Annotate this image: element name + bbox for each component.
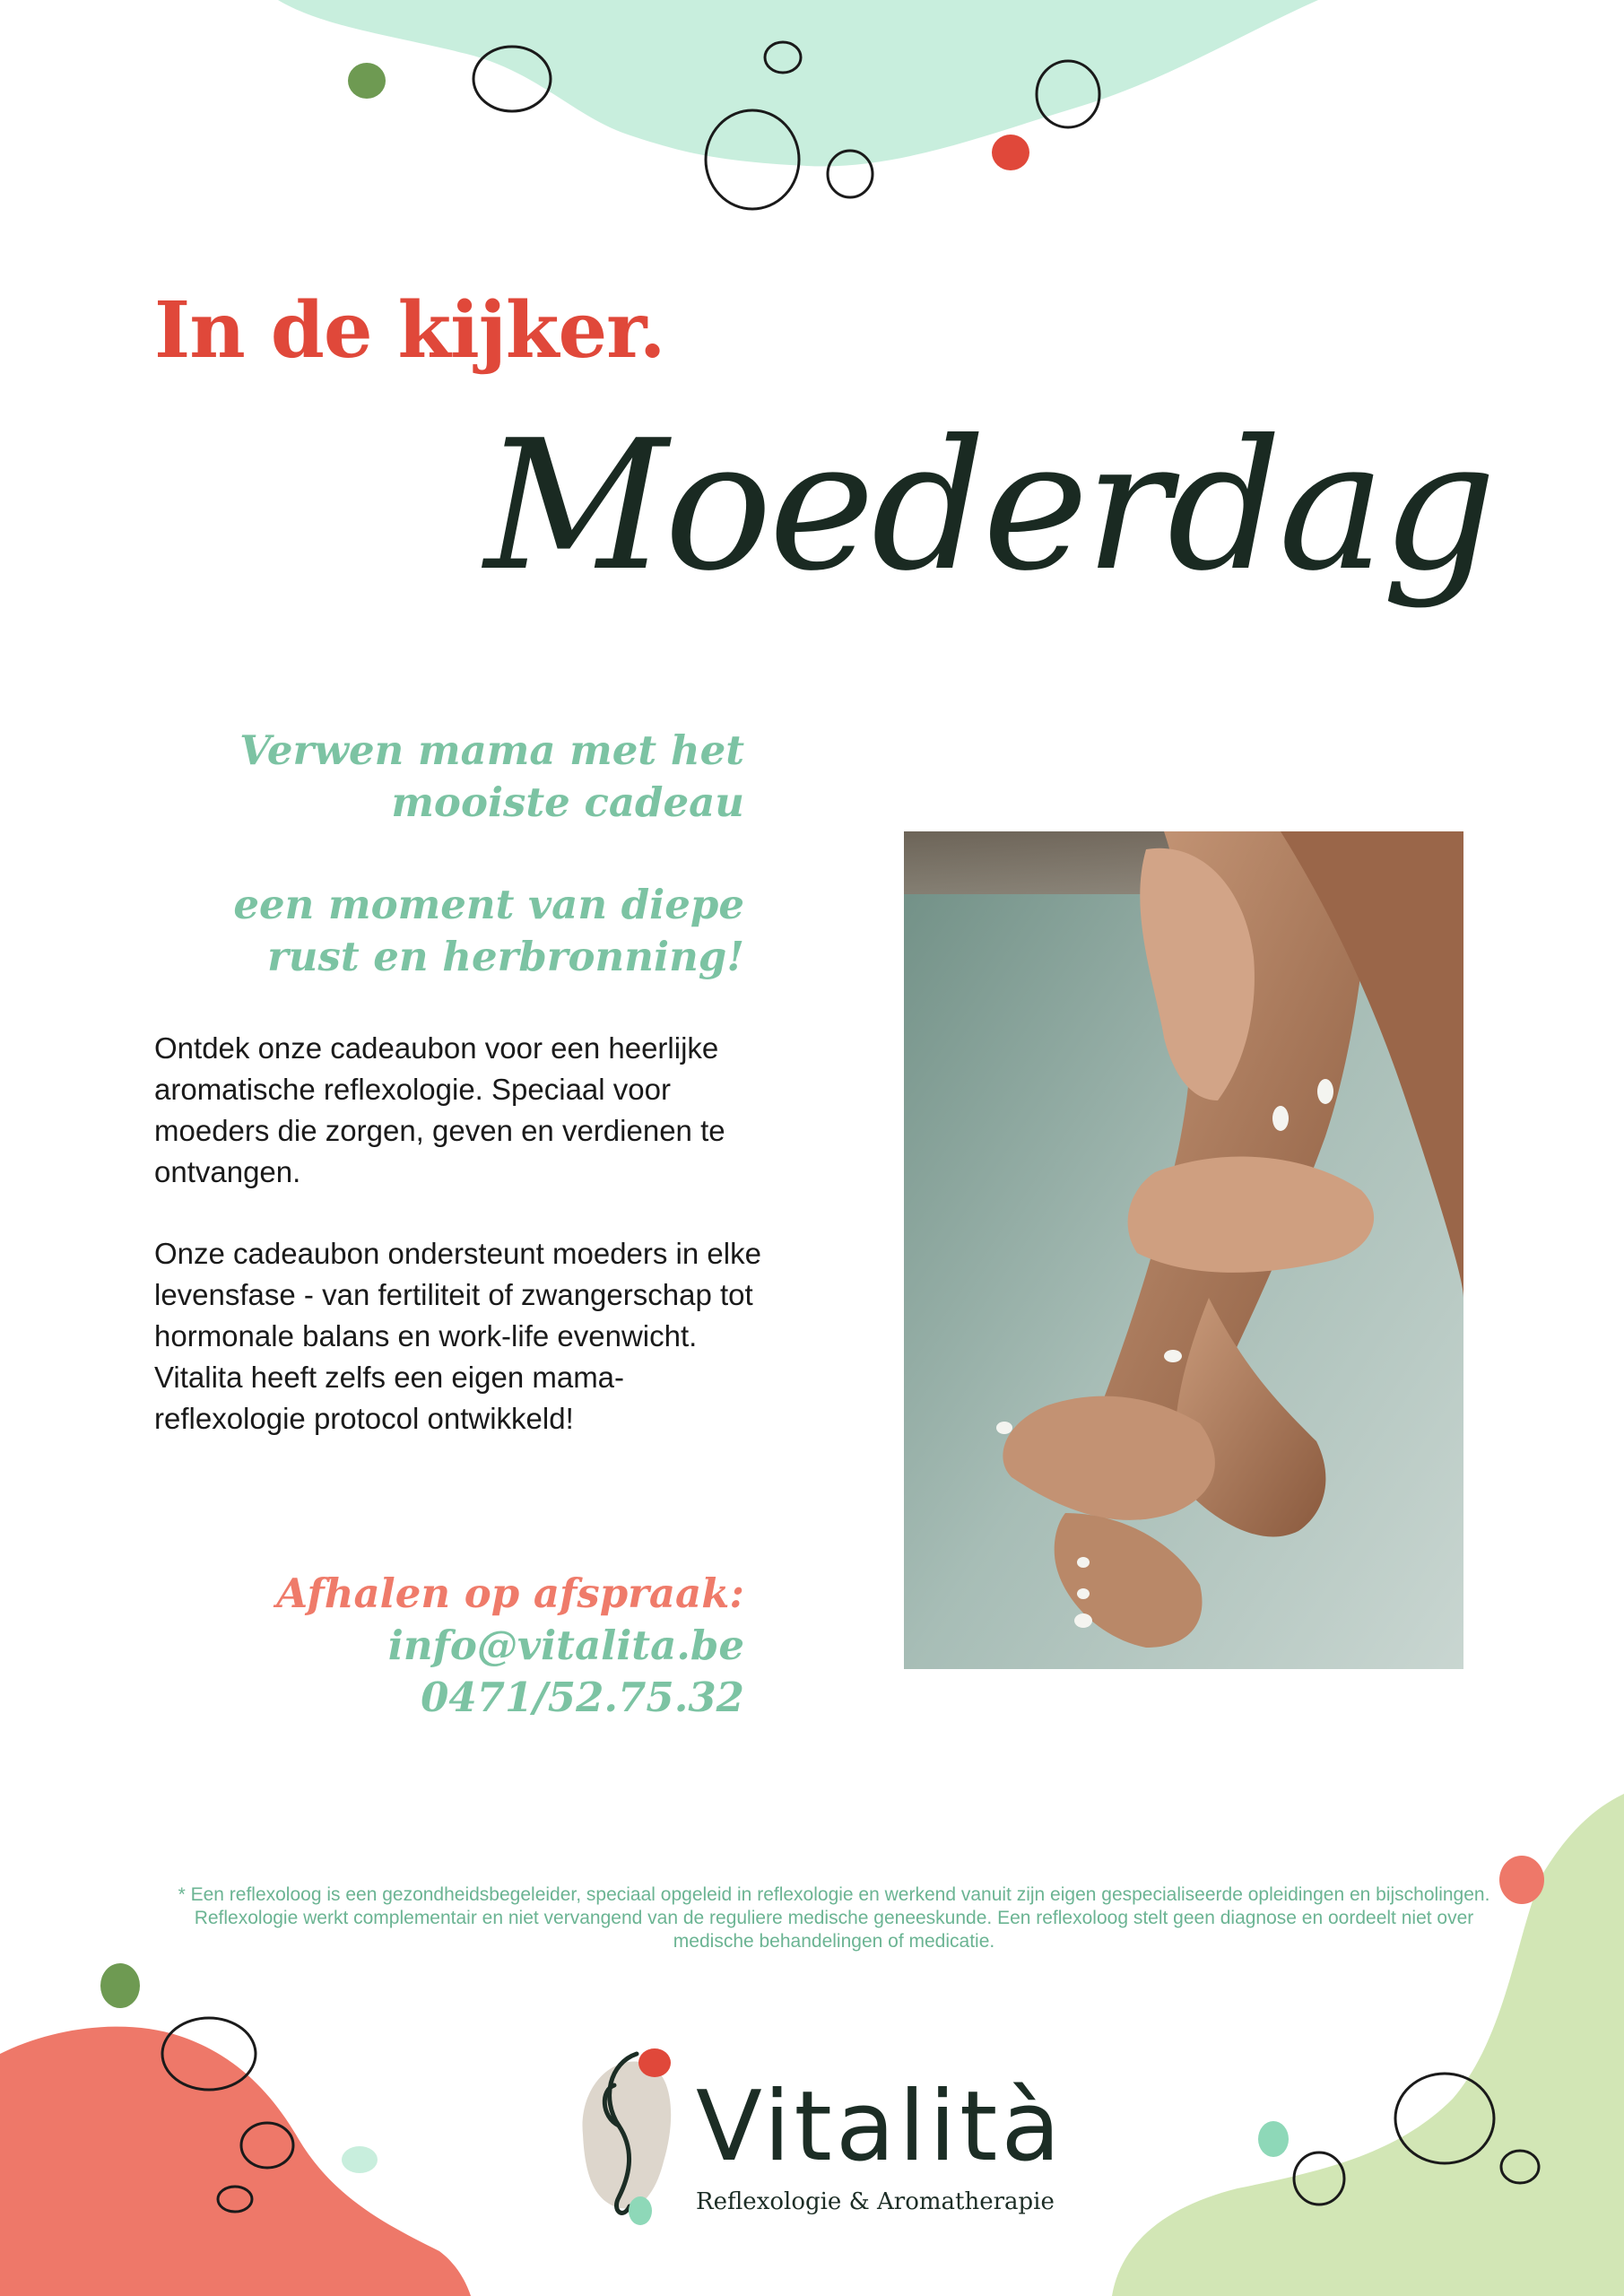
page-title: Moederdag [484,402,1493,611]
top-dot-red [992,135,1029,170]
top-mint-blob [278,0,1318,166]
body-paragraph-2: Onze cadeaubon ondersteunt moeders in elke levensfase - van fertiliteit of zwangerschap tot hormonale balans en work-life evenwicht. Vitalita heeft zelfs een eigen mama-reflexologie protocol ontwikkeld! [154,1237,761,1435]
foot-shoe-logo-icon [574,2036,682,2233]
bottom-right-green-blob [1112,1794,1624,2296]
contact-phone[interactable]: 0471/52.75.32 [421,1674,744,1721]
disclaimer-footnote: * Een reflexoloog is een gezondheidsbegeleider, speciaal opgeleid in reflexologie en werkend vanuit zijn eigen gespecialiseerde opleidingen en bijscholingen. Reflexologie werkt complementair en niet vervangend van de reguliere medische geneeskunde. Een reflexoloog stelt geen diagnose en oordeelt niet over medische behandelingen of medicatie. [178,1884,1490,1952]
brand-tagline: Reflexologie & Aromatherapie [696,2188,1055,2215]
brand-name: Vitalità [696,2071,1064,2183]
top-dot-green [348,63,386,99]
tagline-line-2: een moment van diepe rust en herbronning! [233,881,744,980]
body-paragraph-1: Ontdek onze cadeaubon voor een heerlijke aromatische reflexologie. Speciaal voor moeders die zorgen, geven en verdienen te ontvangen. [154,1031,725,1188]
bottom-left-dot-green [100,1963,140,2008]
feet-hands-photo [904,831,1463,1669]
contact-label: Afhalen op afspraak: [276,1570,744,1617]
tagline-line-1: Verwen mama met het mooiste cadeau [239,726,744,826]
kicker-heading: In de kijker. [154,285,665,376]
bottom-left-dot-mint [342,2146,378,2173]
bottom-left-coral-blob [0,2027,471,2296]
bottom-right-dot-mint [1258,2121,1289,2157]
contact-email[interactable]: info@vitalita.be [387,1622,744,1669]
